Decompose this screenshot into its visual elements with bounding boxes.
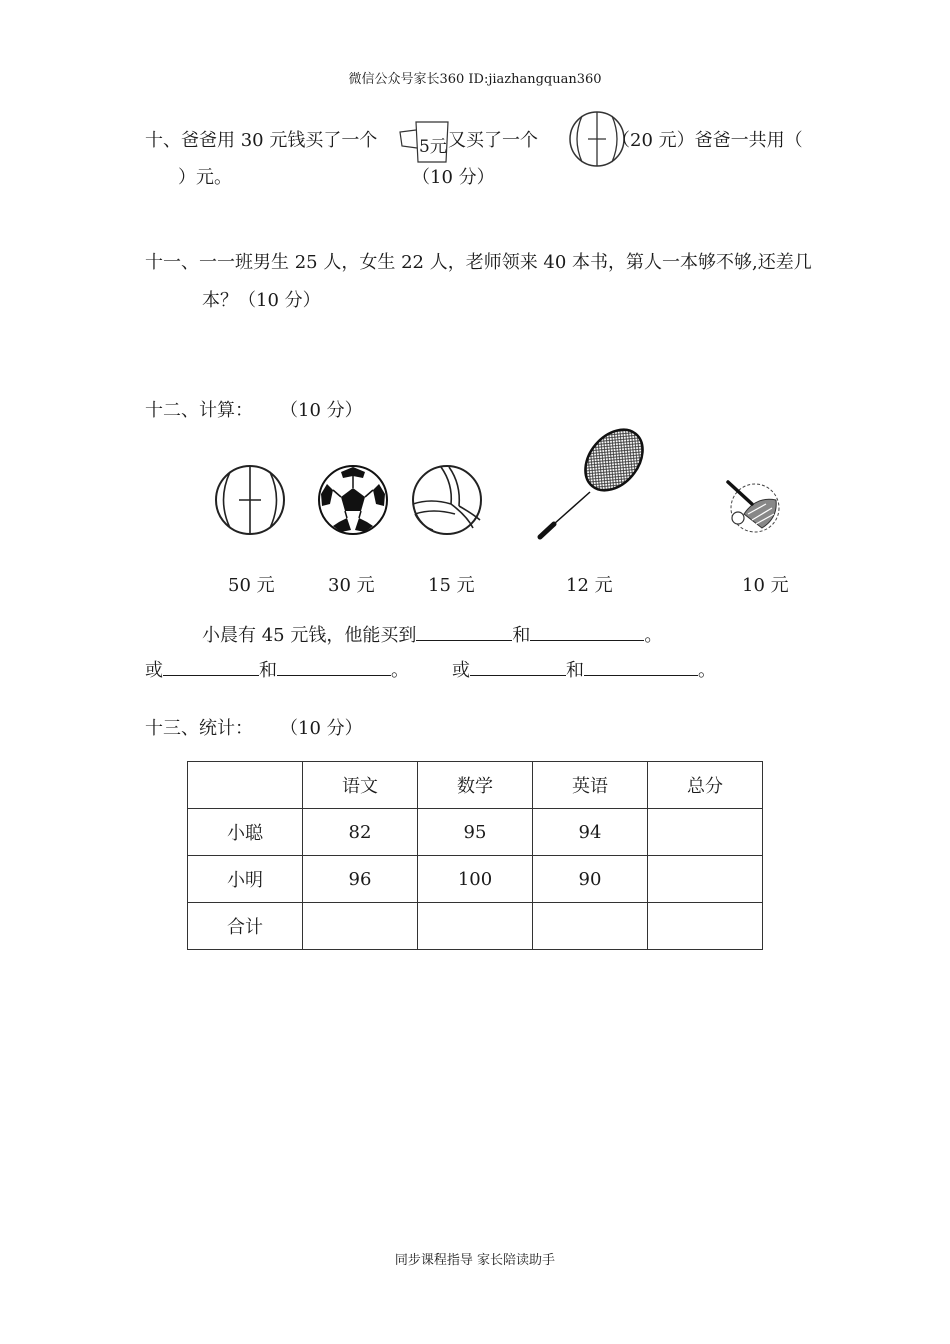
table-cell: 94 [533, 809, 648, 856]
or-label: 或 [145, 660, 163, 681]
q13-score: （10 分） [280, 718, 363, 739]
price-basketball: 50 元 [228, 575, 275, 596]
table-cell: 90 [533, 856, 648, 903]
table-cell-input[interactable] [648, 903, 763, 950]
table-cell: 合计 [188, 903, 303, 950]
table-cell: 小聪 [188, 809, 303, 856]
table-cell-input[interactable] [418, 903, 533, 950]
table-header-row [188, 762, 763, 809]
q11-line1: 十一、一一班男生 25 人，女生 22 人，老师领来 40 本书，第人一本够不够,还差几 [145, 252, 812, 273]
volleyball-icon [411, 464, 483, 536]
answer-blank-2b[interactable] [277, 657, 391, 676]
page-footer: 同步课程指导 家长陪读助手 [394, 1253, 556, 1268]
answer-blank-3b[interactable] [584, 657, 698, 676]
period-label: 。 [644, 625, 663, 646]
table-cell-input[interactable] [648, 856, 763, 903]
price-shuttlecock: 10 元 [742, 575, 789, 596]
table-row [188, 903, 763, 950]
and-label: 和 [566, 660, 584, 681]
table-header-english: 英语 [533, 762, 648, 809]
price-badminton-racket: 12 元 [566, 575, 613, 596]
period-label: 。 [698, 660, 716, 681]
q12-answer-line2 [145, 656, 409, 682]
table-header-chinese: 语文 [303, 762, 418, 809]
answer-blank-3a[interactable] [470, 657, 566, 676]
q10-text-part1: 十、爸爸用 30 元钱买了一个 [145, 130, 378, 151]
cup-price-label: 5元 [419, 137, 447, 157]
q10-text-line2: ）元。 [178, 167, 232, 188]
answer-blank-2a[interactable] [163, 657, 259, 676]
table-row [188, 809, 763, 856]
basketball-icon [213, 464, 287, 536]
and-label: 和 [512, 625, 531, 646]
q12-answer-line3 [452, 656, 716, 682]
q12-answer-line1 [202, 621, 662, 647]
period-label: 。 [391, 660, 409, 681]
page-header: 微信公众号家长360 ID:jiazhangquan360 [348, 72, 602, 87]
answer-blank-1a[interactable] [416, 622, 512, 641]
table-cell: 96 [303, 856, 418, 903]
table-cell: 95 [418, 809, 533, 856]
q12-title: 十二、计算： [145, 400, 253, 421]
q11-line2: 本？（10 分） [202, 290, 321, 311]
table-cell-input[interactable] [648, 809, 763, 856]
price-soccer-ball: 30 元 [328, 575, 375, 596]
score-table [187, 761, 763, 950]
q13-title: 十三、统计： [145, 718, 253, 739]
q12-score: （10 分） [280, 400, 363, 421]
shuttlecock-icon [722, 474, 784, 536]
price-volleyball: 15 元 [428, 575, 475, 596]
badminton-racket-icon [530, 424, 650, 544]
q10-text-part3: （20 元）爸爸一共用（ [612, 130, 803, 151]
q12-sentence: 小晨有 45 元钱，他能买到 [202, 625, 417, 646]
table-cell-input[interactable] [303, 903, 418, 950]
and-label: 和 [259, 660, 277, 681]
table-cell: 82 [303, 809, 418, 856]
or-label: 或 [452, 660, 470, 681]
table-header-math: 数学 [418, 762, 533, 809]
table-cell: 100 [418, 856, 533, 903]
table-cell [188, 762, 303, 809]
table-cell: 小明 [188, 856, 303, 903]
table-header-total: 总分 [648, 762, 763, 809]
table-cell-input[interactable] [533, 903, 648, 950]
q10-text-part2: 又买了一个 [448, 130, 538, 151]
q10-score: （10 分） [412, 167, 495, 188]
table-row [188, 856, 763, 903]
answer-blank-1b[interactable] [530, 622, 644, 641]
soccer-ball-icon [317, 464, 389, 536]
